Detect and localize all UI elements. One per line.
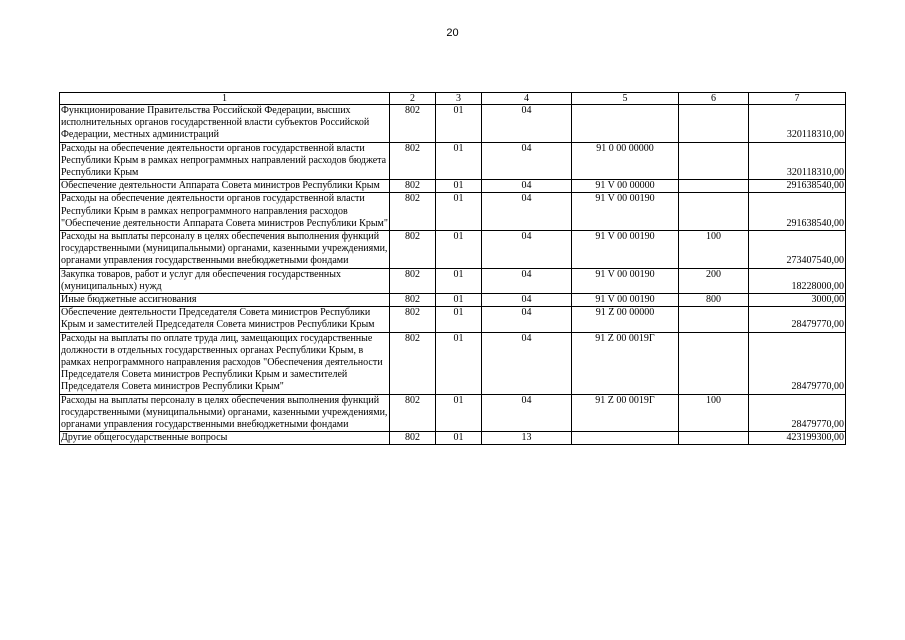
table-row: [60, 142, 846, 180]
column-header-1: 1: [60, 93, 390, 105]
table-row: [60, 294, 846, 307]
target-article-cell: [572, 105, 679, 143]
column-header-4: 4: [482, 93, 572, 105]
section-code-cell: 01: [436, 294, 482, 307]
section-code-cell: 01: [436, 231, 482, 269]
target-article-cell: 91 Z 00 0019Г: [572, 394, 679, 432]
section-code-cell: 01: [436, 307, 482, 332]
expense-name-cell: Иные бюджетные ассигнования: [60, 294, 390, 307]
section-code-cell: 01: [436, 432, 482, 445]
amount-cell: 28479770,00: [749, 332, 846, 394]
table-row: [60, 231, 846, 269]
ministry-code-cell: 802: [390, 193, 436, 231]
target-article-cell: 91 V 00 00190: [572, 268, 679, 293]
table-row: [60, 105, 846, 143]
expense-type-cell: [679, 432, 749, 445]
expense-name-cell: Функционирование Правительства Российской Федерации, высших исполнительных органов государственной власти субъектов Российской Федерации, местных администраций: [60, 105, 390, 143]
expense-type-cell: [679, 332, 749, 394]
target-article-cell: 91 V 00 00190: [572, 231, 679, 269]
target-article-cell: 91 V 00 00190: [572, 193, 679, 231]
expense-type-cell: 800: [679, 294, 749, 307]
expense-name-cell: Закупка товаров, работ и услуг для обеспечения государственных (муниципальных) нужд: [60, 268, 390, 293]
section-code-cell: 01: [436, 105, 482, 143]
amount-cell: 291638540,00: [749, 193, 846, 231]
header-row: [60, 93, 846, 105]
ministry-code-cell: 802: [390, 332, 436, 394]
expense-name-cell: Расходы на выплаты персоналу в целях обеспечения выполнения функций государственными (муниципальными) органами, казенными учреждениями, органами управления государственными внебюджетными фондами: [60, 394, 390, 432]
column-header-7: 7: [749, 93, 846, 105]
expense-name-cell: Расходы на выплаты персоналу в целях обеспечения выполнения функций государственными (муниципальными) органами, казенными учреждениями, органами управления государственными внебюджетными фондами: [60, 231, 390, 269]
table-body: [60, 105, 846, 445]
subsection-code-cell: 04: [482, 231, 572, 269]
section-code-cell: 01: [436, 180, 482, 193]
subsection-code-cell: 04: [482, 294, 572, 307]
column-header-2: 2: [390, 93, 436, 105]
amount-cell: 291638540,00: [749, 180, 846, 193]
target-article-cell: 91 V 00 00190: [572, 294, 679, 307]
expense-type-cell: 100: [679, 231, 749, 269]
expense-type-cell: [679, 142, 749, 180]
amount-cell: 3000,00: [749, 294, 846, 307]
section-code-cell: 01: [436, 142, 482, 180]
ministry-code-cell: 802: [390, 180, 436, 193]
section-code-cell: 01: [436, 268, 482, 293]
amount-cell: 18228000,00: [749, 268, 846, 293]
table-row: [60, 268, 846, 293]
target-article-cell: 91 V 00 00000: [572, 180, 679, 193]
amount-cell: 28479770,00: [749, 307, 846, 332]
expense-name-cell: Другие общегосударственные вопросы: [60, 432, 390, 445]
amount-cell: 28479770,00: [749, 394, 846, 432]
ministry-code-cell: 802: [390, 105, 436, 143]
ministry-code-cell: 802: [390, 142, 436, 180]
ministry-code-cell: 802: [390, 268, 436, 293]
subsection-code-cell: 04: [482, 307, 572, 332]
subsection-code-cell: 04: [482, 394, 572, 432]
ministry-code-cell: 802: [390, 432, 436, 445]
expense-name-cell: Расходы на обеспечение деятельности органов государственной власти Республики Крым в рамках непрограммного направления расходов "Обеспечение деятельности Аппарата Совета министров Республики Крым": [61, 193, 388, 229]
subsection-code-cell: 04: [482, 180, 572, 193]
expense-type-cell: 100: [679, 394, 749, 432]
expense-type-cell: 200: [679, 268, 749, 293]
amount-cell: 423199300,00: [749, 432, 846, 445]
target-article-cell: 91 Z 00 0019Г: [572, 332, 679, 394]
expense-name-cell: Расходы на выплаты по оплате труда лиц, замещающих государственные должности в отдельных государственных органах Республики Крым, в рамках непрограммного направления расходов "Обеспечения деятельности Председателя Совета министров Республики Крым и заместителей Председателя Совета министров Республики Крым": [60, 332, 390, 394]
section-code-cell: 01: [436, 332, 482, 394]
expense-type-cell: [679, 105, 749, 143]
subsection-code-cell: 04: [482, 332, 572, 394]
expense-type-cell: [679, 307, 749, 332]
table-row: [60, 307, 846, 332]
subsection-code-cell: 04: [482, 193, 572, 231]
expense-name-cell: Обеспечение деятельности Председателя Совета министров Республики Крым и заместителей Председателя Совета министров Республики Крым: [60, 307, 390, 332]
table-row: [60, 394, 846, 432]
target-article-cell: 91 Z 00 00000: [572, 307, 679, 332]
subsection-code-cell: 04: [482, 142, 572, 180]
section-code-cell: 01: [436, 193, 482, 231]
column-header-5: 5: [572, 93, 679, 105]
table-row: [60, 193, 846, 231]
table-row: [60, 432, 846, 445]
column-header-6: 6: [679, 93, 749, 105]
subsection-code-cell: 04: [482, 268, 572, 293]
expense-name-cell: Обеспечение деятельности Аппарата Совета министров Республики Крым: [60, 180, 390, 193]
subsection-code-cell: 04: [482, 105, 572, 143]
ministry-code-cell: 802: [390, 394, 436, 432]
ministry-code-cell: 802: [390, 294, 436, 307]
subsection-code-cell: 13: [482, 432, 572, 445]
section-code-cell: 01: [436, 394, 482, 432]
amount-cell: 320118310,00: [749, 105, 846, 143]
target-article-cell: [572, 432, 679, 445]
expense-name-cell: Расходы на обеспечение деятельности органов государственной власти Республики Крым в рамках непрограммных направлений расходов бюджета Республики Крым: [60, 142, 390, 180]
table-row: [60, 180, 846, 193]
budget-table: [59, 92, 846, 445]
page-number: 20: [446, 27, 459, 39]
ministry-code-cell: 802: [390, 231, 436, 269]
table-row: [60, 332, 846, 394]
target-article-cell: 91 0 00 00000: [572, 142, 679, 180]
amount-cell: 273407540,00: [749, 231, 846, 269]
ministry-code-cell: 802: [390, 307, 436, 332]
amount-cell: 320118310,00: [749, 142, 846, 180]
expense-type-cell: [679, 193, 749, 231]
column-header-3: 3: [436, 93, 482, 105]
expense-type-cell: [679, 180, 749, 193]
